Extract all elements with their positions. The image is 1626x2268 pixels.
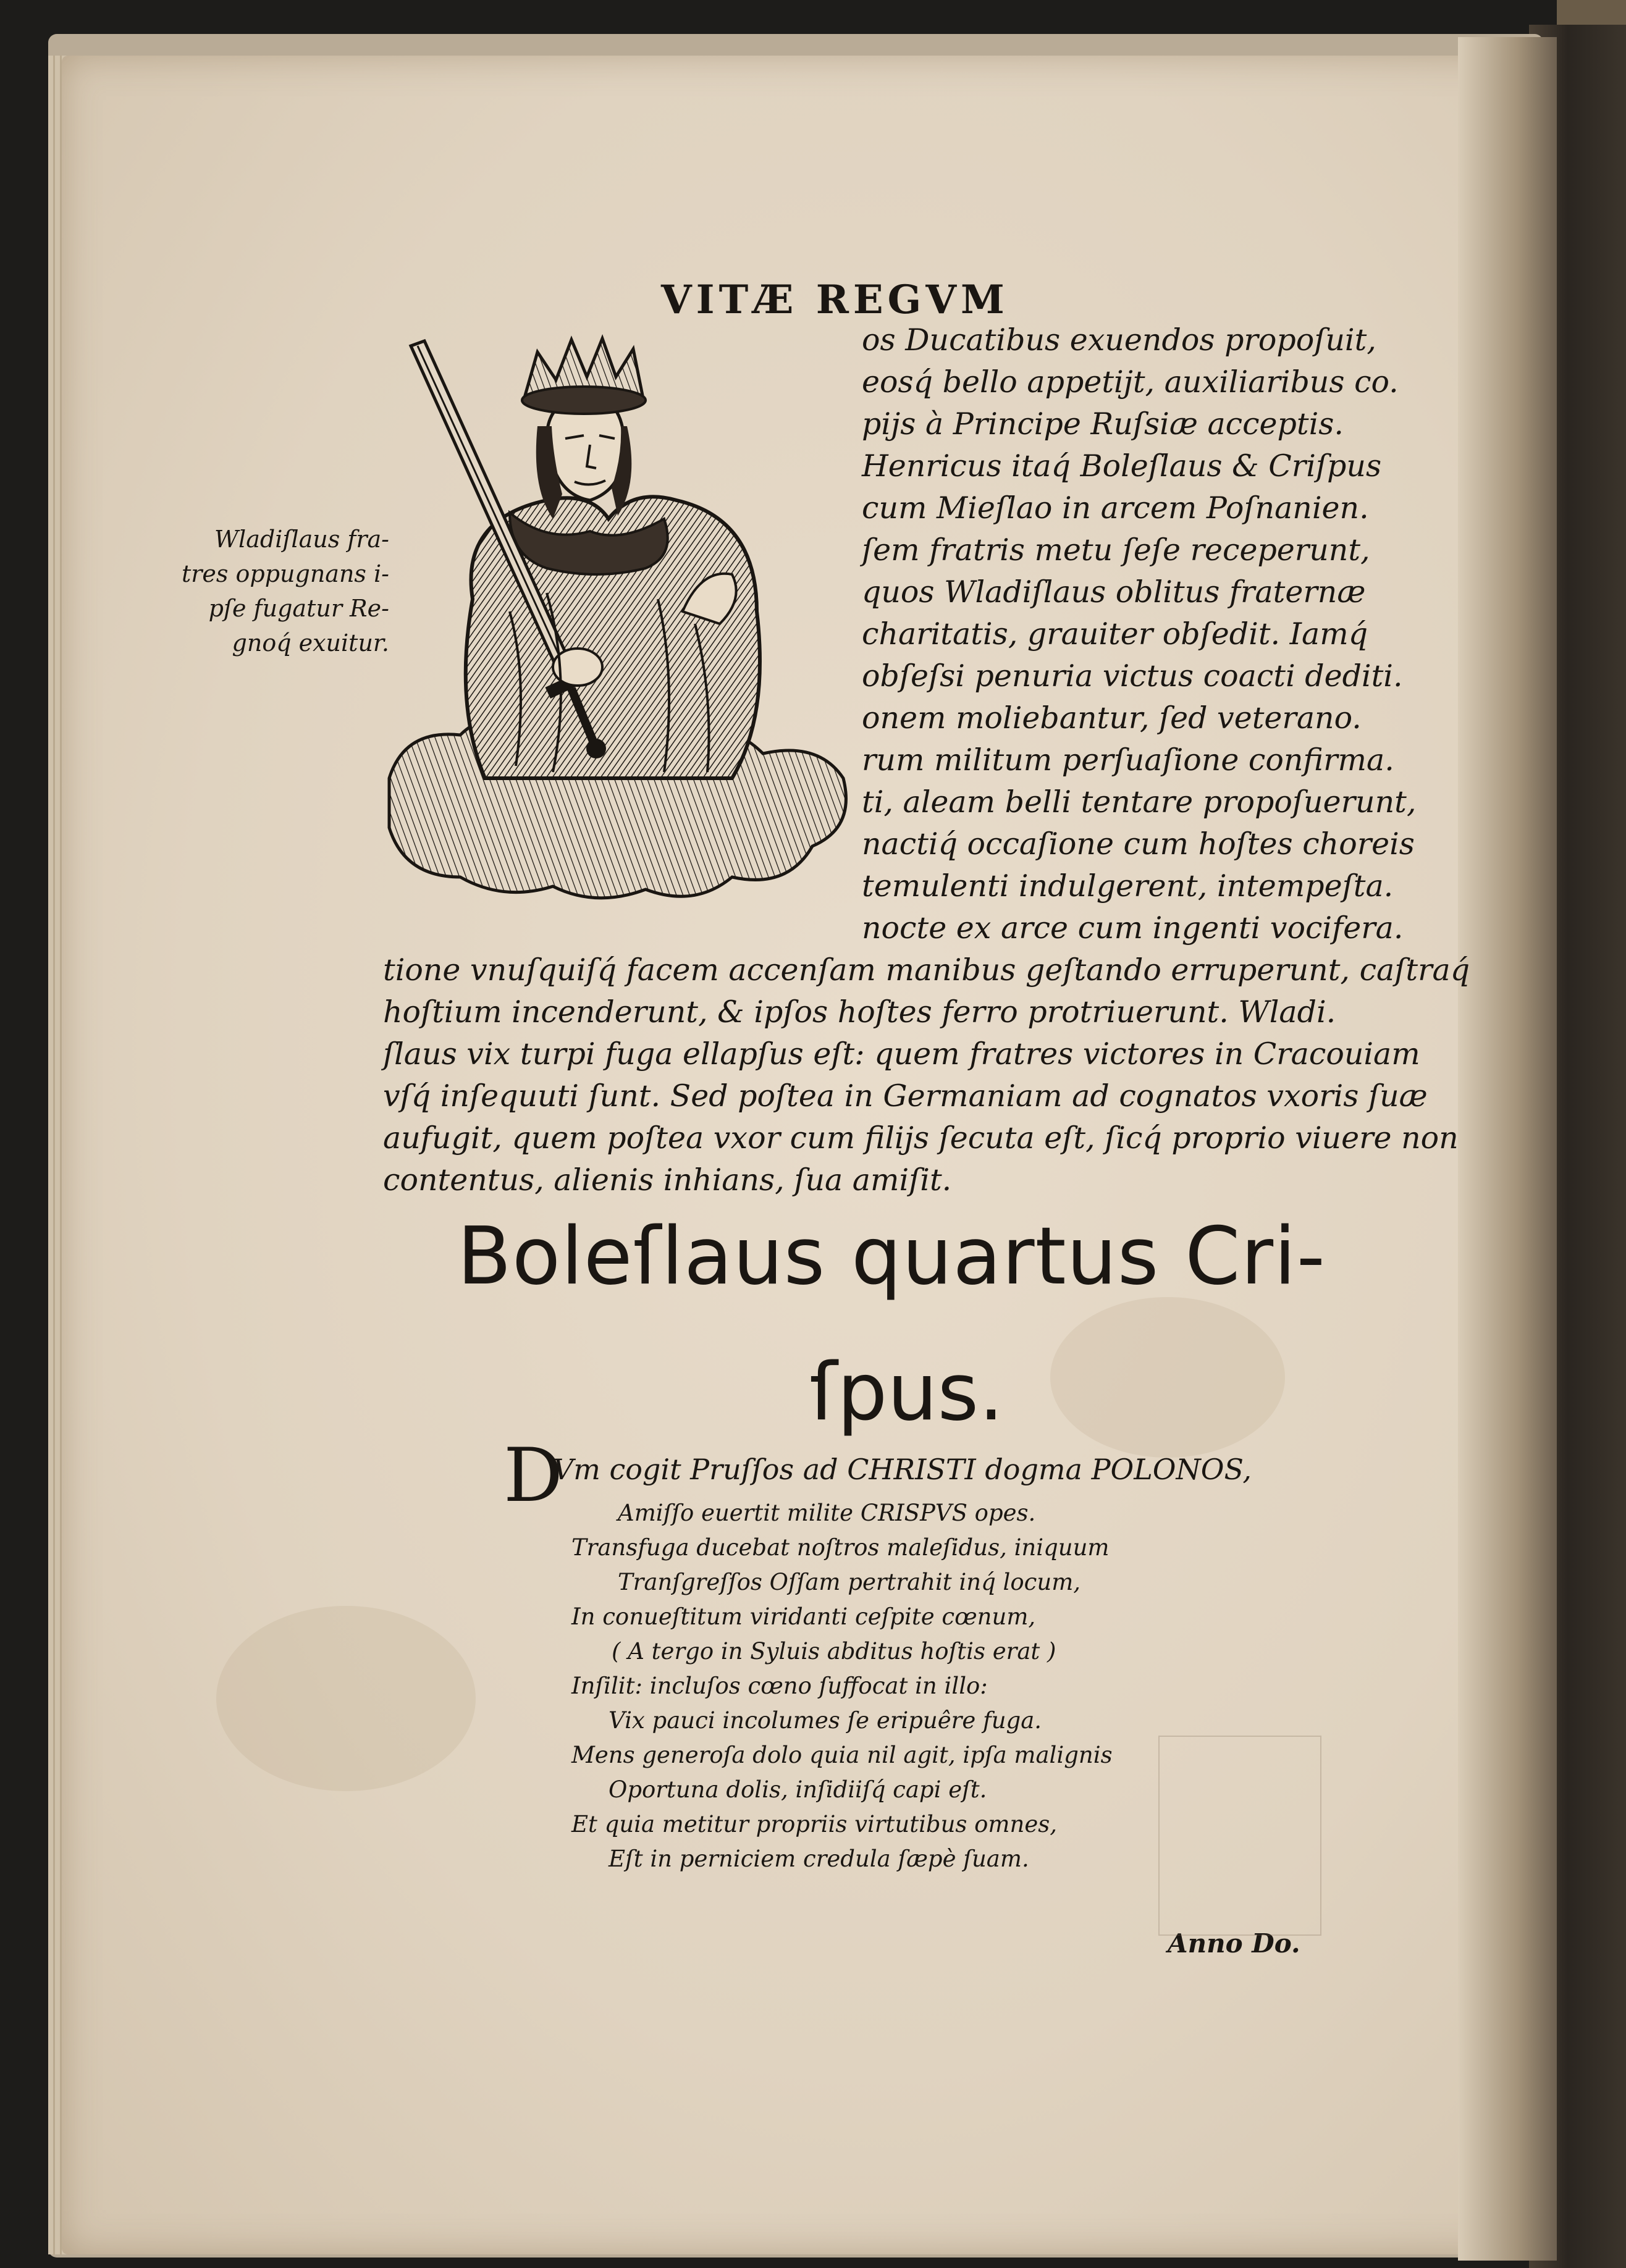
king-woodcut-portrait <box>386 334 856 908</box>
bleed-through-stamp <box>1158 1736 1321 1936</box>
verse-line: Vix pauci incolumes ſe eripuêre fuga. <box>609 1707 1042 1734</box>
body-line: ſlaus vix turpi fuga ellapſus eſt: quem fratres victores in Cracouiam <box>383 1036 1420 1072</box>
verse-line: Tranſgreſſos Oſſam pertrahit inq́ locum, <box>618 1569 1081 1595</box>
body-line: obſeſsi penuria victus coacti dediti. <box>862 658 1403 694</box>
verse-line: Mens generoſa dolo quia nil agit, ipſa malignis <box>571 1742 1113 1768</box>
chapter-title: Boleſlaus quartus Cri- <box>457 1211 1326 1303</box>
marginal-note-line: tres oppugnans i- <box>181 560 389 587</box>
body-line: ti, aleam belli tentare propoſuerunt, <box>862 784 1417 820</box>
body-line: tione vnuſquiſq́ facem accenſam manibus geſtando erruperunt, caſtraq́ <box>383 952 1470 988</box>
body-line: eosq́ bello appetijt, auxiliaribus co. <box>862 364 1399 400</box>
running-head: VITÆ REGVM <box>661 277 1009 323</box>
body-line: aufugit, quem poſtea vxor cum filijs ſecuta eſt, ſicq́ proprio viuere non <box>383 1120 1459 1156</box>
marginal-note <box>179 522 389 660</box>
body-line: Henricus itaq́ Boleſlaus & Criſpus <box>862 448 1382 484</box>
page-fold <box>1458 37 1557 2261</box>
verse-line: Amiſſo euertit milite CRISPVS opes. <box>618 1500 1036 1526</box>
body-line: vſq́ inſequuti ſunt. Sed poſtea in Germaniam ad cognatos vxoris ſuæ <box>383 1078 1428 1114</box>
body-line: cum Mieſlao in arcem Poſnanien. <box>862 490 1369 526</box>
body-line: nactiq́ occaſione cum hoſtes choreis <box>862 826 1415 862</box>
verse-line: In conueſtitum viridanti ceſpite cœnum, <box>571 1603 1036 1630</box>
body-line: nocte ex arce cum ingenti vocifera. <box>862 910 1404 946</box>
body-line: os Ducatibus exuendos propoſuit, <box>862 322 1376 358</box>
body-line: hoſtium incenderunt, & ipſos hoſtes ferro protriuerunt. Wladi. <box>383 994 1336 1030</box>
body-line: pijs à Principe Ruſsiæ acceptis. <box>862 406 1344 442</box>
paper-stain <box>216 1606 476 1791</box>
verse-line: ( A tergo in Syluis abditus hoſtis erat ) <box>612 1638 1056 1665</box>
body-line: ſem fratris metu ſeſe receperunt, <box>862 532 1370 568</box>
chapter-title-continuation: ſpus. <box>809 1346 1004 1438</box>
verse-line: Inſilit: incluſos cœno ſuffocat in illo: <box>571 1673 988 1699</box>
body-line: quos Wladiſlaus oblitus fraternæ <box>862 574 1366 610</box>
catchword: Anno Do. <box>1168 1928 1300 1959</box>
verse-line: Et quia metitur propriis virtutibus omnes, <box>571 1811 1057 1838</box>
verse-line: Eſt in perniciem credula ſæpè ſuam. <box>609 1846 1029 1872</box>
body-line: charitatis, grauiter obſedit. Iamq́ <box>862 616 1368 652</box>
paper-stain <box>1050 1297 1285 1458</box>
body-line: rum militum perſuaſione confirma. <box>862 742 1394 778</box>
verse-line: Oportuna dolis, inſidiiſq́ capi eſt. <box>609 1776 987 1803</box>
verse-line: Vm cogit Pruſſos ad CHRISTI dogma POLONOS, <box>553 1453 1252 1486</box>
verse-drop-cap: D <box>503 1433 563 1519</box>
body-line: contentus, alienis inhians, ſua amiſit. <box>383 1162 952 1198</box>
marginal-note-line: gnoq́ exuitur. <box>232 629 389 657</box>
marginal-note-line: pſe fugatur Re- <box>208 595 389 622</box>
body-line: onem moliebantur, ſed veterano. <box>862 700 1362 736</box>
verse-line: Transfuga ducebat noſtros maleſidus, iniquum <box>571 1534 1110 1561</box>
body-line: temulenti indulgerent, intempeſta. <box>862 868 1394 904</box>
marginal-note-line: Wladiſlaus fra- <box>214 526 389 553</box>
